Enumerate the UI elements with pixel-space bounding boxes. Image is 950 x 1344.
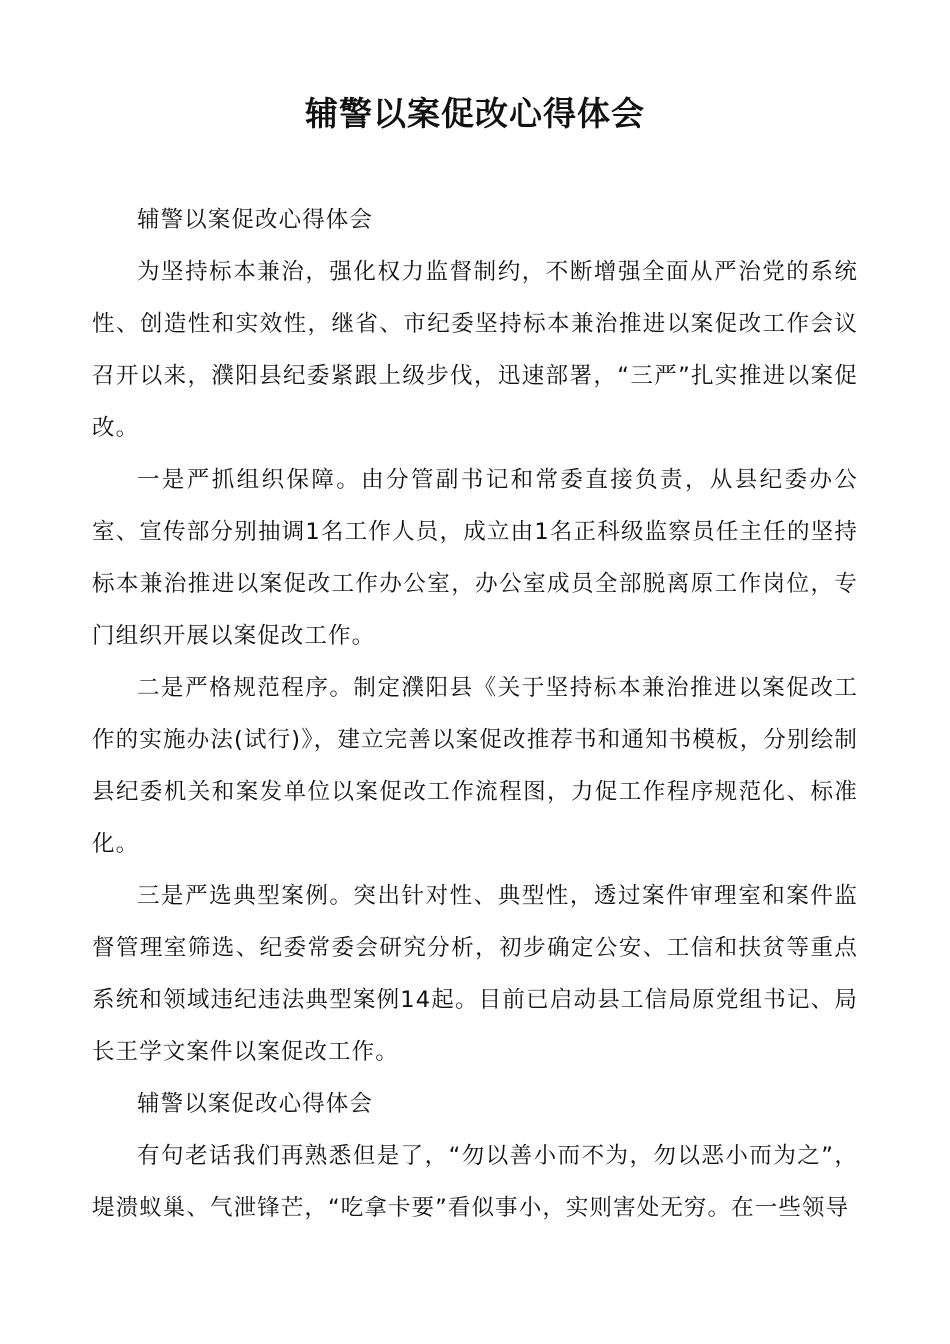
paragraph-cases: 三是严选典型案例。突出针对性、典型性，透过案件审理室和案件监督管理室筛选、纪委常委会研究分析，初步确定公安、工信和扶贫等重点系统和领域违纪违法典型案例14起。目前已启动县工信局原党组书记、局长王学文案件以案促改工作。 — [92, 883, 858, 1065]
document-title: 辅警以案促改心得体会 — [305, 94, 645, 133]
paragraph-procedure: 二是严格规范程序。制定濮阳县《关于坚持标本兼治推进以案促改工作的实施办法(试行)》，建立完善以案促改推荐书和通知书模板，分别绘制县纪委机关和案发单位以案促改工作流程图，力促工作程序规范化、标准化。 — [92, 675, 858, 857]
document-body — [92, 194, 858, 1234]
paragraph-subtitle-2: 辅警以案促改心得体会 — [137, 1091, 374, 1117]
paragraph-saying: 有句老话我们再熟悉但是了，“勿以善小而不为，勿以恶小而为之”，堤溃蚁巢、气泄锋芒，“吃拿卡要”看似事小，实则害处无穷。在一些领导 — [92, 1143, 858, 1221]
paragraph-subtitle-1: 辅警以案促改心得体会 — [137, 207, 374, 233]
paragraph-intro: 为坚持标本兼治，强化权力监督制约，不断增强全面从严治党的系统性、创造性和实效性，继省、市纪委坚持标本兼治推进以案促改工作会议召开以来，濮阳县纪委紧跟上级步伐，迅速部署，“三严”扎实推进以案促改。 — [92, 259, 858, 441]
paragraph-organization: 一是严抓组织保障。由分管副书记和常委直接负责，从县纪委办公室、宣传部分别抽调1名工作人员，成立由1名正科级监察员任主任的坚持标本兼治推进以案促改工作办公室，办公室成员全部脱离原工作岗位，专门组织开展以案促改工作。 — [92, 467, 858, 649]
